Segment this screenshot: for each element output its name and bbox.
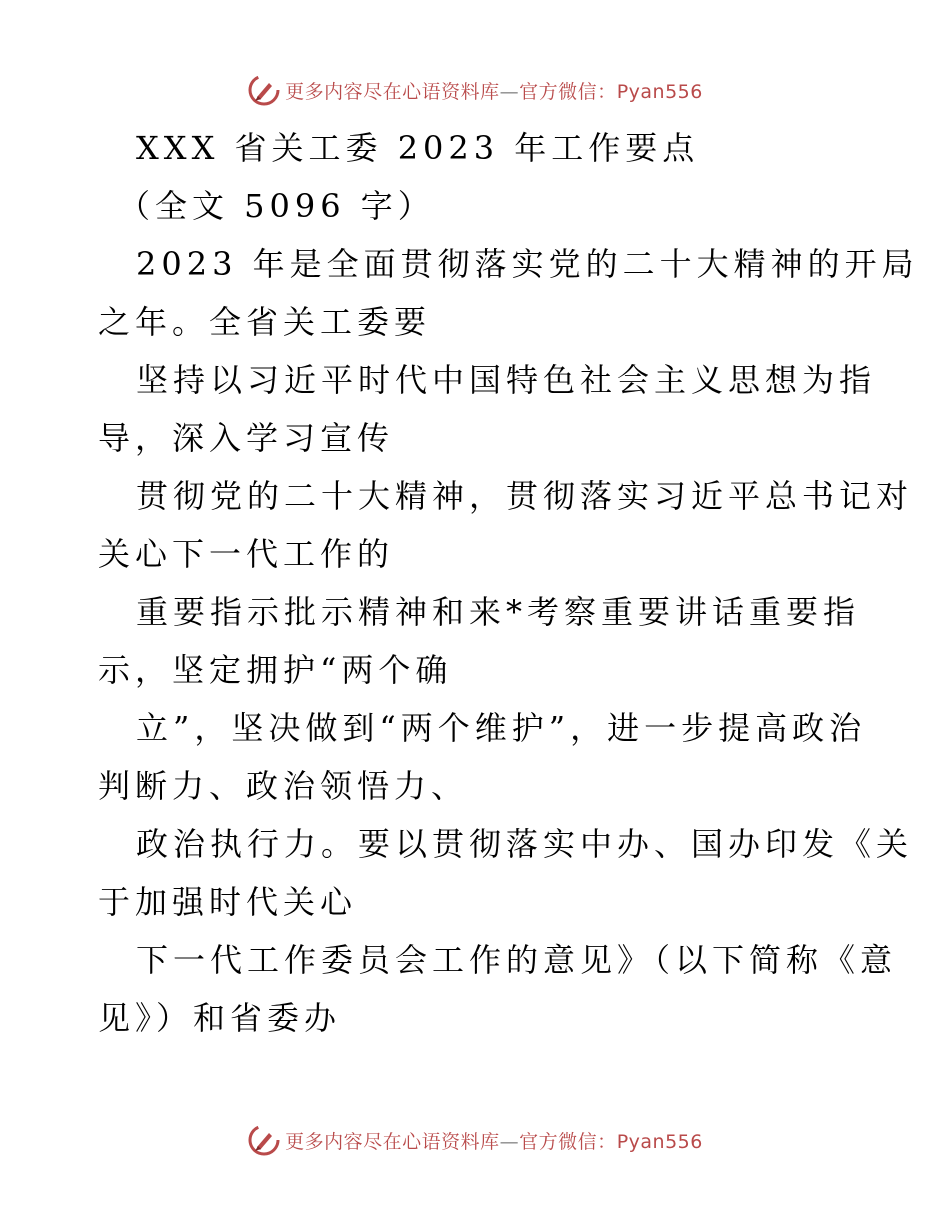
paragraph-line: 2023 年是全面贯彻落实党的二十大精神的开局 [136, 245, 919, 283]
watermark-header [0, 70, 950, 110]
paragraph-line: 重要指示批示精神和来*考察重要讲话重要指 [136, 593, 861, 631]
watermark-separator: — [499, 1130, 520, 1153]
paragraph-line: 下一代工作委员会工作的意见》（以下简称《意 [136, 941, 898, 979]
paragraph-line: 之年。全省关工委要 [98, 303, 432, 341]
paragraph-line: 导，深入学习宣传 [98, 419, 395, 457]
document-title: XXX 省关工委 2023 年工作要点 [136, 129, 700, 167]
paragraph-line: 政治执行力。要以贯彻落实中办、国办印发《关 [136, 825, 914, 863]
paragraph-line: 于加强时代关心 [98, 883, 358, 921]
watermark-text: 更多内容尽在心语资料库 [285, 80, 500, 103]
paragraph-line: 立”，坚决做到“两个维护”，进一步提高政治 [136, 709, 867, 747]
watermark-id: Pyan556 [616, 1130, 703, 1153]
watermark-separator: — [499, 80, 520, 103]
watermark-label: 官方微信： [519, 1130, 617, 1153]
watermark-text: 更多内容尽在心语资料库 [285, 1130, 500, 1153]
watermark-label: 官方微信： [519, 80, 617, 103]
paragraph-line: 示，坚定拥护“两个确 [98, 651, 453, 689]
watermark-footer [0, 1120, 950, 1160]
paragraph-line: 判断力、政治领悟力、 [98, 767, 469, 805]
pen-nib-logo-icon [247, 73, 281, 107]
paragraph-line: 贯彻党的二十大精神，贯彻落实习近平总书记对 [136, 477, 914, 515]
watermark-id: Pyan556 [616, 80, 703, 103]
paragraph-line: 关心下一代工作的 [98, 535, 395, 573]
paragraph-line: 见》）和省委办 [98, 999, 342, 1037]
paragraph-line: 坚持以习近平时代中国特色社会主义思想为指 [136, 361, 877, 399]
word-count: （全文 5096 字） [118, 187, 435, 225]
pen-nib-logo-icon [247, 1123, 281, 1157]
